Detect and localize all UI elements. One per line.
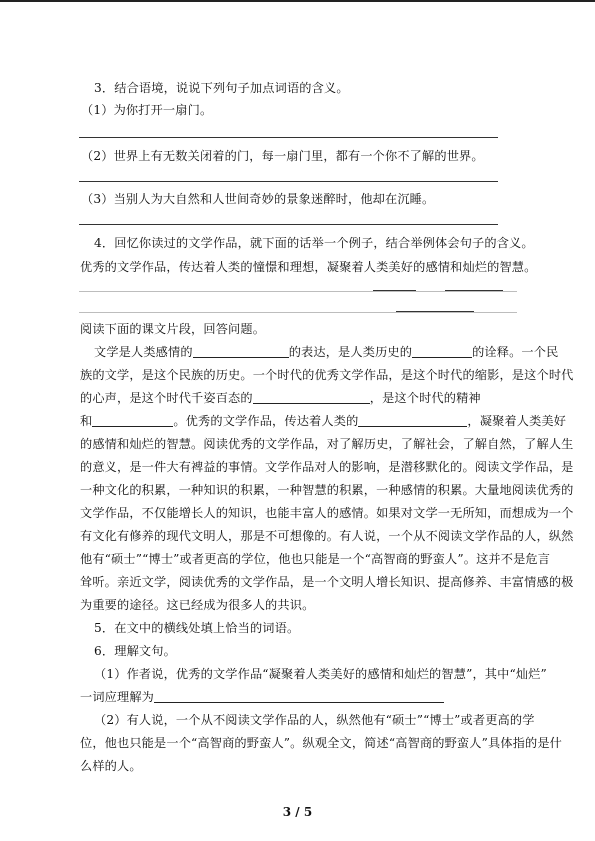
- q6-sub1-line2: [80, 689, 444, 705]
- page-number: 3 / 5: [282, 805, 313, 819]
- passage-line-1: [94, 344, 558, 360]
- q3-sub2: （2）世界上有无数关闭着的门，每一扇门里，都有一个你不了解的世界。: [81, 149, 484, 163]
- q6-sub1-text: 一词应理解为: [80, 690, 155, 704]
- passage-text: 文学是人类感情的: [94, 345, 193, 359]
- q6-sub2-line2: 位，他也只能是一个“高智商的野蛮人”。纵观全文，简述“高智商的野蛮人”具体指的是什: [80, 736, 563, 750]
- passage-line-9: 有文化有修养的现代文明人，那是不可想像的。有人说，一个从不阅读文学作品的人，纵然: [80, 529, 574, 543]
- passage-line-2: 族的文学，是这个民族的历史。一个时代的优秀文学作品，是这个时代的缩影，是这个时代: [80, 368, 574, 382]
- passage-line-5: 的感情和灿烂的智慧。阅读优秀的文学作品，对了解历史，了解社会，了解自然，了解人生: [80, 437, 574, 451]
- fill-blank-q6-1[interactable]: [154, 690, 444, 703]
- passage-line-4: [80, 413, 566, 429]
- q5-prompt: 5．在文中的横线处填上恰当的词语。: [94, 621, 300, 635]
- q6-sub1-line1: （1）作者说，优秀的文学作品“凝聚着人类美好的感情和灿烂的智慧”，其中“灿烂”: [94, 667, 547, 681]
- q3-sub1: （1）为你打开一扇门。: [81, 103, 213, 117]
- q4-prompt: 4．回忆你读过的文学作品，就下面的话举一个例子，结合举例体会句子的含义。: [94, 236, 534, 250]
- fill-blank-5[interactable]: [358, 414, 467, 427]
- q6-prompt: 6．理解文句。: [94, 644, 176, 658]
- answer-line-q3-2[interactable]: [79, 181, 498, 182]
- answer-line-q4-1-mark-a: [373, 290, 416, 291]
- q6-sub2-line1: （2）有人说，一个从不阅读文学作品的人，纵然他有“硕士”“博士”或者更高的学: [94, 713, 535, 727]
- answer-line-q3-1[interactable]: [79, 137, 498, 138]
- fill-blank-4[interactable]: [92, 414, 173, 427]
- q3-prompt: 3．结合语境，说说下列句子加点词语的含义。: [94, 81, 349, 95]
- answer-line-q4-2-mark: [396, 311, 474, 312]
- passage-text: 和: [80, 414, 93, 428]
- answer-line-q4-2[interactable]: [79, 312, 517, 313]
- page-top-rule: [0, 0, 595, 2]
- passage-text: 的心声，是这个时代千姿百态的: [80, 391, 253, 405]
- q3-sub3: （3）当别人为大自然和人世间奇妙的景象迷醉时，他却在沉睡。: [81, 192, 435, 206]
- answer-line-q4-1[interactable]: [79, 291, 517, 292]
- passage-text: ，是这个时代的精神: [369, 391, 481, 405]
- passage-text: 的表达，是人类历史的: [288, 345, 413, 359]
- passage-line-12: 为重要的途径。这已经成为很多人的共识。: [80, 598, 315, 612]
- fill-blank-1[interactable]: [193, 345, 289, 358]
- passage-line-6: 的意义，是一件大有裨益的事情。文学作品对人的影响，是潜移默化的。阅读文学作品，是: [80, 460, 574, 474]
- answer-line-q4-1-mark-b: [445, 290, 503, 291]
- passage-line-3: [80, 390, 481, 406]
- q6-sub2-line3: 么样的人。: [80, 759, 142, 773]
- reading-intro: 阅读下面的课文片段，回答问题。: [80, 322, 266, 336]
- fill-blank-2[interactable]: [412, 345, 472, 358]
- fill-blank-3[interactable]: [253, 391, 370, 404]
- passage-line-7: 一种文化的积累，一种知识的积累，一种智慧的积累，一种感情的积累。大量地阅读优秀的: [80, 483, 574, 497]
- passage-line-8: 文学作品，不仅能增长人的知识，也能丰富人的感情。如果对文学一无所知，而想成为一个: [80, 506, 574, 520]
- answer-line-q3-3[interactable]: [79, 224, 498, 225]
- passage-text: 。优秀的文学作品，传达着人类的: [173, 414, 359, 428]
- passage-line-10: 他有“硕士”“博士”或者更高的学位，他也只能是一个“高智商的野蛮人”。这并不是危言: [80, 552, 551, 566]
- passage-text: 的诠释。一个民: [472, 345, 559, 359]
- passage-line-11: 耸听。亲近文学，阅读优秀的文学作品，是一个文明人增长知识、提高修养、丰富情感的极: [80, 575, 574, 589]
- passage-text: ，凝聚着人类美好: [467, 414, 567, 428]
- q4-quote: 优秀的文学作品，传达着人类的憧憬和理想，凝聚着人类美好的感情和灿烂的智慧。: [80, 260, 537, 274]
